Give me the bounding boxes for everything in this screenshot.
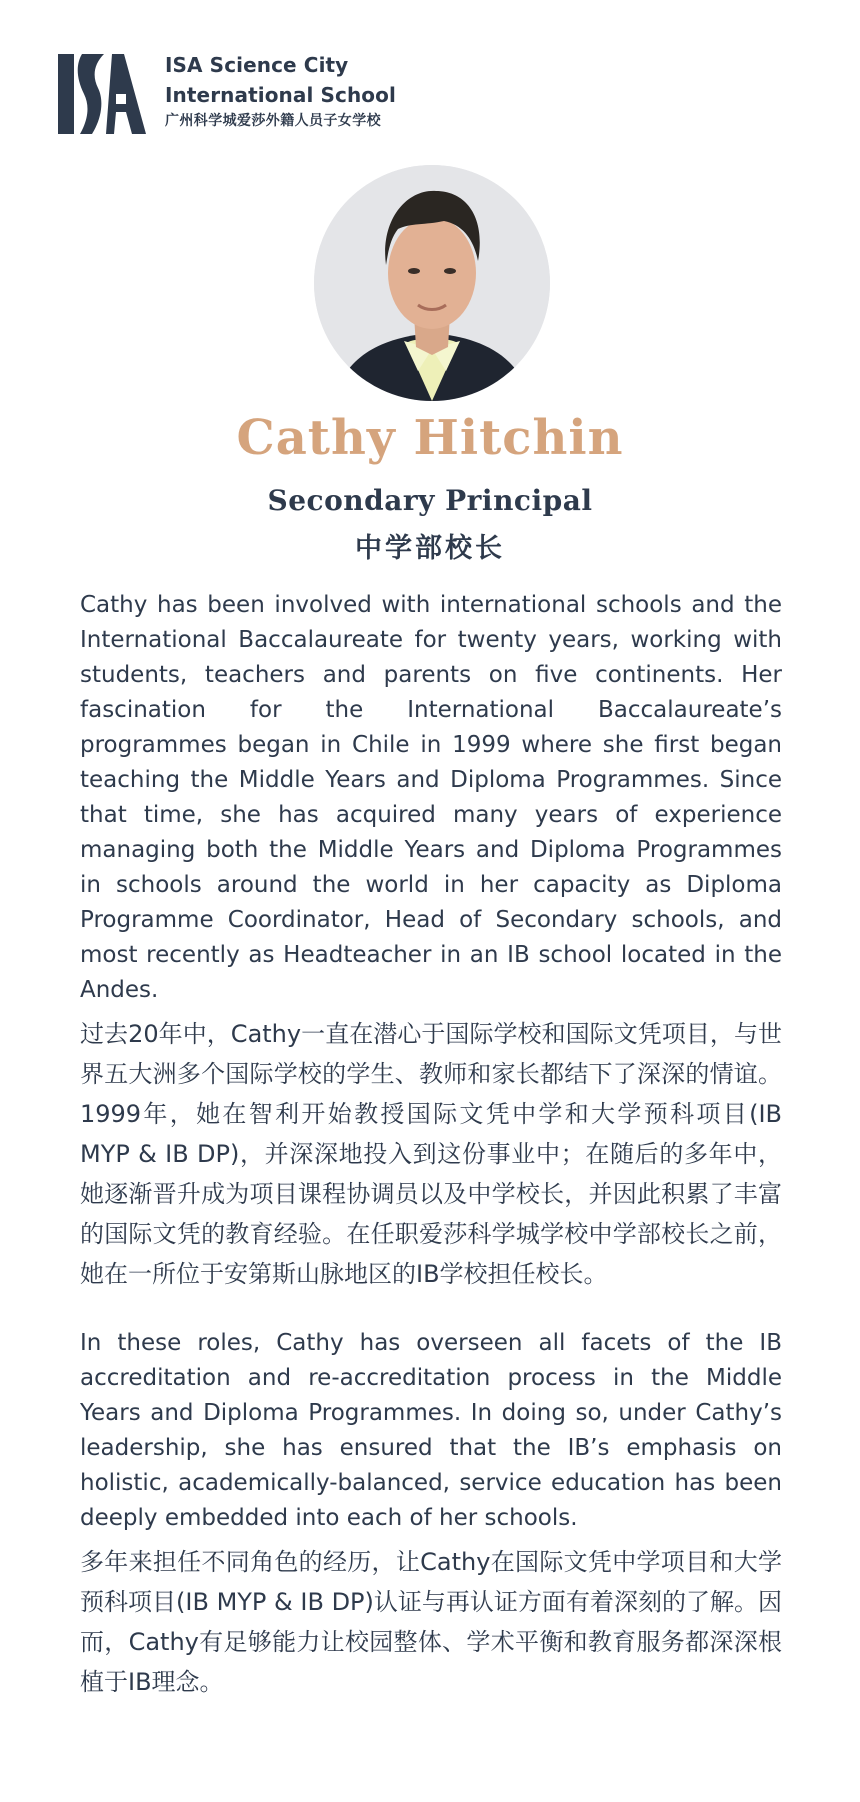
- bio-paragraph-2-chinese: 多年来担任不同角色的经历，让Cathy在国际文凭中学项目和大学预科项目(IB MYP & IB DP)认证与再认证方面有着深刻的了解。因而，Cathy有足够能力让校园整体、学术平衡和教育服务都深深根植于IB理念。: [80, 1548, 782, 1696]
- biography: [80, 588, 782, 1702]
- portrait-illustration: [314, 165, 550, 401]
- school-name-block: [165, 50, 396, 132]
- bio-paragraph-1-chinese: 过去20年中，Cathy一直在潜心于国际学校和国际文凭项目，与世界五大洲多个国际学校的学生、教师和家长都结下了深深的情谊。1999年，她在智利开始教授国际文凭中学和大学预科项目(IB MYP & IB DP)，并深深地投入到这份事业中；在随后的多年中，她逐渐晋升成为项目课程协调员以及中学校长，并因此积累了丰富的国际文凭的教育经验。在任职爱莎科学城学校中学部校长之前，她在一所位于安第斯山脉地区的IB学校担任校长。: [80, 1020, 782, 1288]
- isa-logo-mark: [58, 54, 146, 134]
- portrait-photo-icon: [314, 165, 550, 401]
- school-name-chinese: 广州科学城爱莎外籍人员子女学校: [165, 113, 381, 129]
- job-title-english: Secondary Principal: [267, 484, 593, 517]
- bio-paragraph-1-english: Cathy has been involved with international schools and the International Baccalaureate for twenty years, working with students, teachers and parents on five continents. Her fascination for the International Baccalaureate’s programmes began in Chile in 1999 where she first began teaching the Middle Years and Diploma Programmes. Since that time, she has acquired many years of experience managing both the Middle Years and Diploma Programmes in schools around the world in her capacity as Diploma Programme Coordinator, Head of Secondary schools, and most recently as Headteacher in an IB school located in the Andes.: [80, 592, 782, 1003]
- job-title-chinese: 中学部校长: [355, 533, 505, 563]
- school-name-line1: ISA Science City: [165, 53, 349, 77]
- school-name-line2: International School: [165, 83, 396, 107]
- school-logo-icon: [58, 54, 146, 134]
- person-name: Cathy Hitchin: [236, 410, 624, 466]
- bio-paragraph-2-english: In these roles, Cathy has overseen all facets of the IB accreditation and re-accreditation process in the Middle Years and Diploma Programmes. In doing so, under Cathy’s leadership, she has ensured that the IB’s emphasis on holistic, academically-balanced, service education has been deeply embedded into each of her schools.: [80, 1330, 782, 1531]
